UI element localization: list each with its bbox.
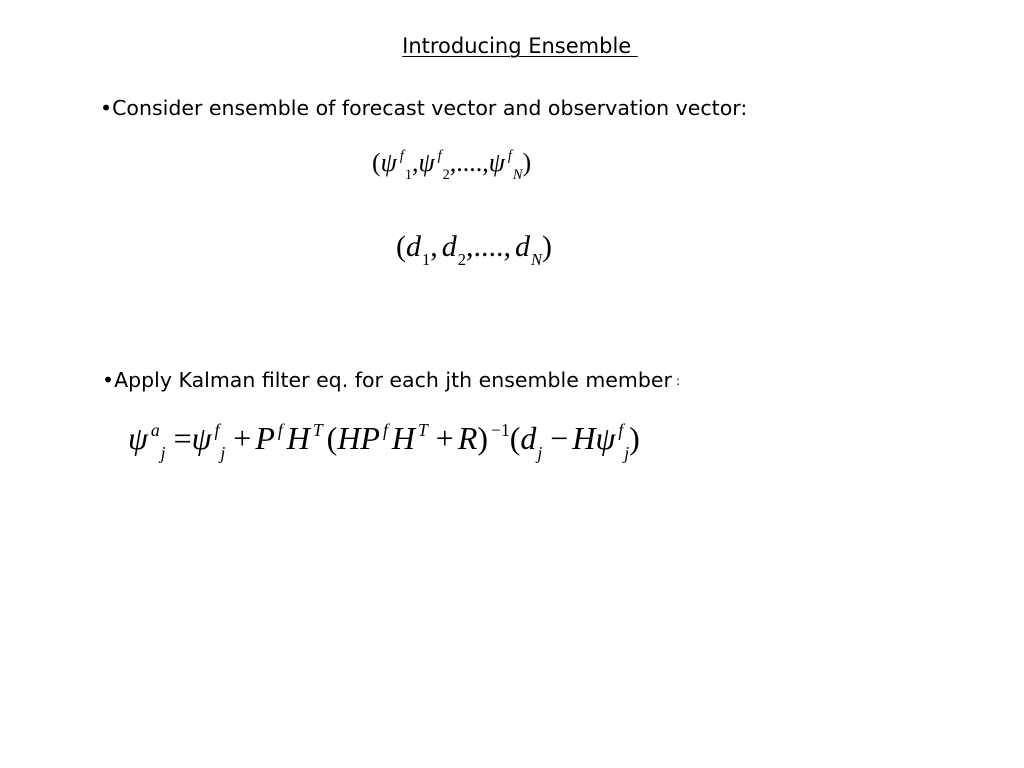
bullet-consider-ensemble: •Consider ensemble of forecast vector and observation vector: bbox=[100, 96, 748, 120]
bullet-apply-kalman bbox=[102, 368, 680, 392]
slide-title: Introducing Ensemble bbox=[402, 34, 638, 58]
bullet-apply-kalman-text: •Apply Kalman filter eq. for each jth ensemble member bbox=[102, 368, 672, 392]
equation-forecast-ensemble: (ψ $^f_1$,ψ $^f_2$,....,ψ $^f_N$) bbox=[372, 148, 532, 183]
equation-kalman-update: ψ $^a_j$ =ψ $^f_j$ + P $^f$ H $^T$ (HP $^f$ H $^T$ + R) $^{-1}(d_j - H\psi$ $^f_j$) bbox=[128, 419, 640, 463]
bullet-apply-kalman-colon: : bbox=[675, 374, 680, 388]
equation-observation-ensemble: ($d_1$, $d_2$,...., $d_N$) bbox=[396, 230, 553, 270]
